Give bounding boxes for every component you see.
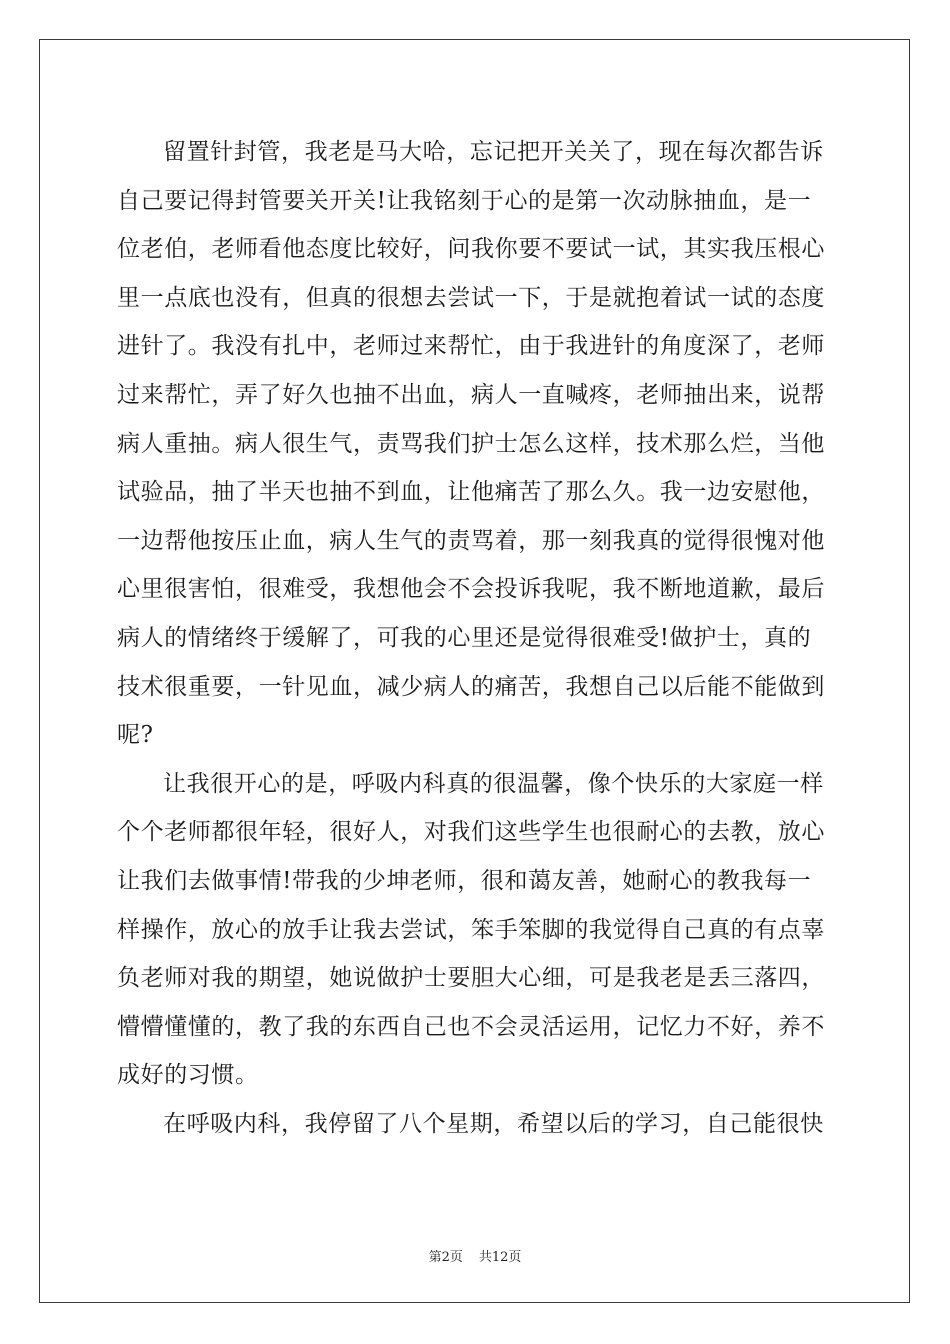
text-line: 成好的习惯。 [117, 1062, 259, 1089]
text-line: 样操作，放心的放手让我去尝试，笨手笨脚的我觉得自己真的有点辜 [117, 916, 825, 943]
text-line: 呢? [117, 722, 154, 749]
text-line: 个个老师都很年轻，很好人，对我们这些学生也很耐心的去教，放心 [117, 819, 825, 846]
text-line: 一边帮他按压止血，病人生气的责骂着，那一刻我真的觉得很愧对他 [117, 527, 825, 554]
page-number: 第2页 [428, 1250, 463, 1265]
text-line: 懵懵懂懂的，教了我的东西自己也不会灵活运用，记忆力不好，养不 [117, 1013, 825, 1040]
text-line: 进针了。我没有扎中，老师过来帮忙，由于我进针的角度深了，老师 [117, 333, 825, 360]
text-line: 让我们去做事情!带我的少坤老师，很和蔼友善，她耐心的教我每一 [117, 867, 812, 894]
text-line: 病人的情绪终于缓解了，可我的心里还是觉得很难受!做护士，真的 [117, 624, 812, 651]
text-line: 让我很开心的是，呼吸内科真的很温馨，像个快乐的大家庭一样 [163, 770, 824, 797]
document-body [117, 128, 837, 1148]
text-line: 试验品，抽了半天也抽不到血，让他痛苦了那么久。我一边安慰他， [117, 479, 825, 506]
page-footer [0, 1246, 950, 1265]
text-line: 心里很害怕，很难受，我想他会不会投诉我呢，我不断地道歉，最后 [117, 576, 825, 603]
text-line: 负老师对我的期望，她说做护士要胆大心细，可是我老是丢三落四， [117, 965, 825, 992]
text-line: 位老伯，老师看他态度比较好，问我你要不要试一试，其实我压根心 [117, 236, 825, 263]
text-line: 在呼吸内科，我停留了八个星期，希望以后的学习，自己能很快 [163, 1110, 824, 1137]
text-line: 过来帮忙，弄了好久也抽不出血，病人一直喊疼，老师抽出来，说帮 [117, 381, 825, 408]
page-total: 共12页 [478, 1250, 522, 1265]
text-line: 技术很重要，一针见血，减少病人的痛苦，我想自己以后能不能做到 [117, 673, 825, 700]
text-line: 留置针封管，我老是马大哈，忘记把开关关了，现在每次都告诉 [163, 139, 824, 165]
text-line: 病人重抽。病人很生气，责骂我们护士怎么这样，技术那么烂，当他 [117, 430, 825, 457]
text-line: 里一点底也没有，但真的很想去尝试一下，于是就抱着试一试的态度 [117, 284, 825, 311]
text-line: 自己要记得封管要关开关!让我铭刻于心的是第一次动脉抽血，是一 [117, 187, 812, 214]
